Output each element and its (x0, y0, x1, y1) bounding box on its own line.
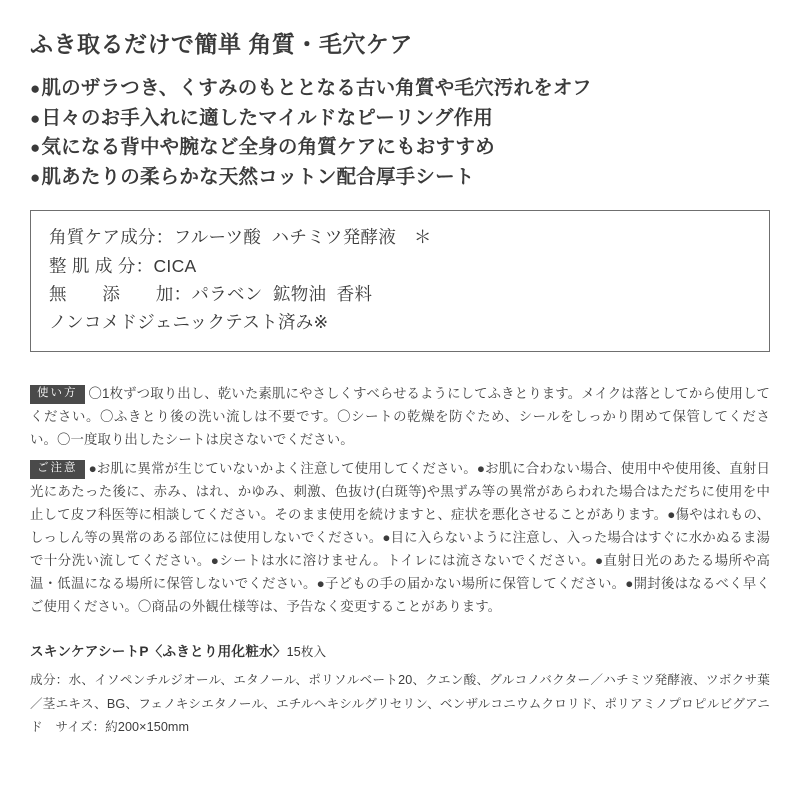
caution-section (30, 457, 770, 618)
bullet-dot-icon: ● (30, 108, 41, 128)
list-item (30, 74, 770, 104)
ingredient-row: 整 肌 成 分：CICA (49, 255, 197, 276)
ingredient-row: 無 添 加：パラベン 鉱物油 香料 (49, 284, 373, 305)
noncomedogenic-note: ノンコメドジェニックテスト済み※ (49, 312, 329, 333)
caution-tag-label: ご注意 (30, 460, 85, 479)
list-item-label: 日々のお手入れに適したマイルドなピーリング作用 (41, 106, 494, 129)
product-name-label: スキンケアシートP〈ふきとり用化粧水〉 (30, 644, 287, 660)
usage-tag-label: 使い方 (30, 385, 85, 404)
bullet-dot-icon: ● (30, 138, 41, 158)
feature-bullet-list (30, 74, 770, 193)
caution-text: ●お肌に異常が生じていないかよく注意して使用してください。●お肌に合わない場合、使用中や使用後、直射日光にあたった後に、赤み、はれ、かゆみ、刺激、色抜け(白斑等)や黒ずみ等の異常があらわれた場合はただちに使用を中止して皮フ科医等に相談してください。そのまま使用を続けますと、症状を悪化させることがあります。●傷やはれもの、しっしん等の異常のある部位には使用しないでください。●目に入らないように注意し、入った場合はすぐに水かぬるま湯で十分洗い流してください。●シートは水に溶けません。トイレには流さないでください。●直射日光のあたる場所や高温・低温になる場所に保管しないでください。●子どもの手の届かない場所に保管してください。●開封後はなるべく早くご使用ください。〇商品の外観仕様等は、予告なく変更することがあります。 (30, 460, 770, 615)
usage-text: 〇1枚ずつ取り出し、乾いた素肌にやさしくすべらせるようにしてふきとります。メイクは落としてから使用してください。〇ふきとり後の洗い流しは不要です。〇シートの乾燥を防ぐため、シールをしっかり閉めて保管してください。〇一度取り出したシートは戻さないでください。 (30, 385, 770, 447)
product-name-line (30, 640, 770, 660)
list-item-label: 肌あたりの柔らかな天然コットン配合厚手シート (41, 165, 475, 188)
list-item-label: 肌のザラつき、くすみのもととなる古い角質や毛穴汚れをオフ (41, 76, 592, 99)
list-item (30, 133, 770, 163)
list-item (30, 163, 770, 193)
page-title: ふき取るだけで簡単 角質・毛穴ケア (30, 31, 413, 57)
full-ingredients-text: 成分：水、イソペンチルジオール、エタノール、ポリソルベート20、クエン酸、グルコノバクター／ハチミツ発酵液、ツボクサ葉／茎エキス、BG、フェノキシエタノール、エチルヘキシルグリセリン、ベンザルコニウムクロリド、ポリアミノプロピルビグアニド サイズ：約200×150mm (30, 673, 770, 734)
bullet-dot-icon: ● (30, 78, 41, 98)
product-footer (30, 640, 770, 739)
usage-section (30, 382, 770, 451)
ingredient-row: 角質ケア成分：フルーツ酸 ハチミツ発酵液 ＊ (49, 227, 432, 248)
list-item (30, 104, 770, 134)
ingredient-summary-box (30, 210, 770, 351)
sheet-count-label: 15枚入 (286, 645, 327, 660)
bullet-dot-icon: ● (30, 167, 41, 187)
list-item-label: 気になる背中や腕など全身の角質ケアにもおすすめ (41, 136, 495, 159)
